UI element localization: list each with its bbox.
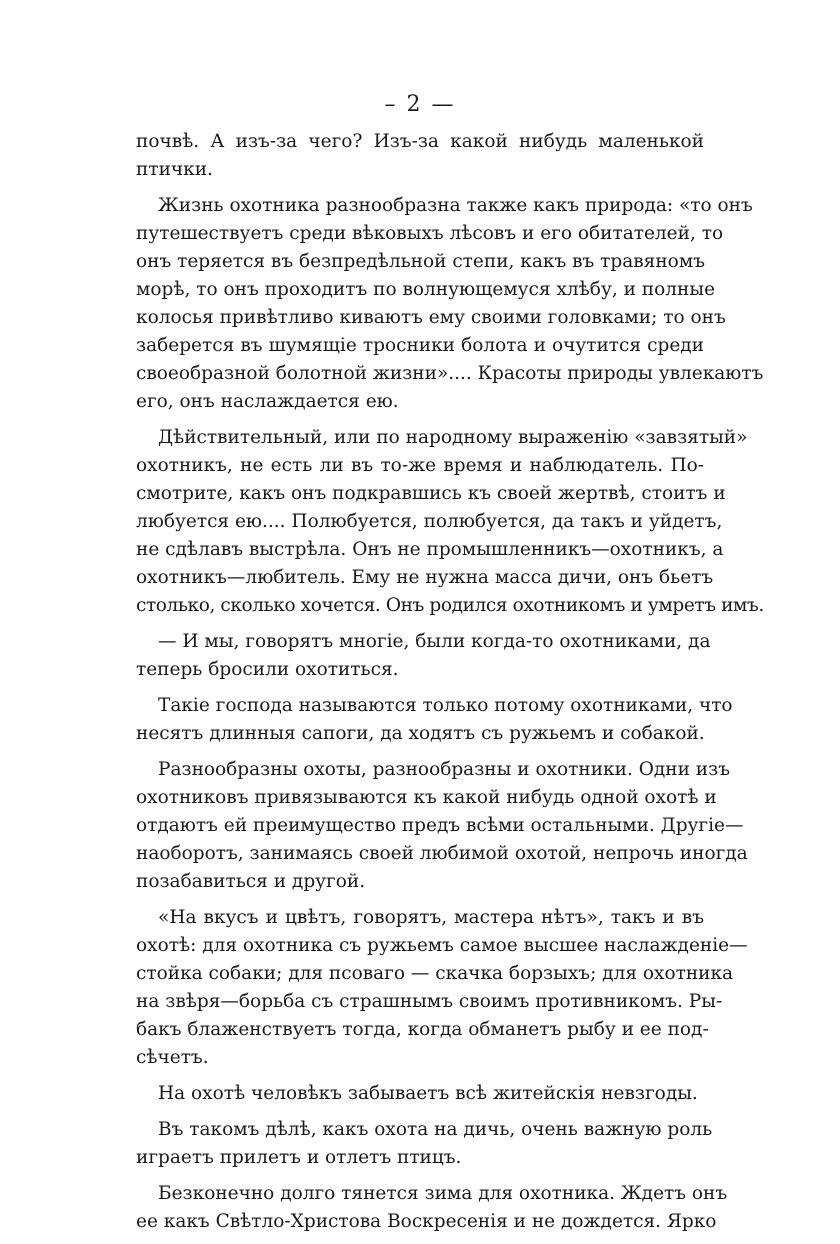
- body-text: [136, 128, 764, 1244]
- text-line: столько, сколько хочется. Онъ родился охотникомъ и умретъ имъ.: [136, 595, 764, 616]
- text-line: бакъ блаженствуетъ тогда, когда обманетъ рыбу и ее под-: [136, 1019, 709, 1040]
- text-line: сѣчетъ.: [136, 1047, 209, 1068]
- page-number: – 2 —: [384, 92, 456, 117]
- text-line: Такіе господа называются только потому охотниками, что: [158, 695, 733, 716]
- paragraph: [136, 128, 704, 184]
- text-line: На охотѣ человѣкъ забываетъ всѣ житейскія невзгоды.: [158, 1083, 698, 1104]
- paragraph: [136, 424, 764, 620]
- text-line: наоборотъ, занимаясь своей любимой охотой, непрочь иногда: [136, 843, 748, 864]
- text-line: любуется ею.... Полюбуется, полюбуется, да такъ и уйдетъ,: [136, 511, 723, 532]
- text-line: охотникъ—любитель. Ему не нужна масса дичи, онъ бьетъ: [136, 567, 714, 588]
- paragraph: [136, 1116, 713, 1172]
- text-line: морѣ, то онъ проходитъ по волнующемуся хлѣбу, и полные: [136, 279, 716, 300]
- text-line: смотрите, какъ онъ подкравшись къ своей жертвѣ, стоитъ и: [136, 483, 726, 504]
- text-line: играетъ прилетъ и отлетъ птицъ.: [136, 1147, 462, 1168]
- text-line: птички.: [136, 159, 213, 180]
- text-line: путешествуетъ среди вѣковыхъ лѣсовъ и его обитателей, то: [136, 223, 724, 244]
- text-line: охотниковъ привязываются къ какой нибудь одной охотѣ и: [136, 787, 717, 808]
- text-line: своеобразной болотной жизни».... Красоты природы увлекаютъ: [136, 363, 764, 384]
- paragraph: [136, 904, 748, 1072]
- text-line: Дѣйствительный, или по народному выраженію «завзятый»: [158, 427, 748, 448]
- paragraph: [136, 192, 764, 416]
- text-line: стойка собаки; для псоваго — скачка борзыхъ; для охотника: [136, 963, 734, 984]
- text-line: онъ теряется въ безпредѣльной степи, какъ въ травяномъ: [136, 251, 705, 272]
- text-line: на звѣря—борьба съ страшнымъ своимъ противникомъ. Ры-: [136, 991, 723, 1012]
- paragraph: [136, 692, 733, 748]
- text-line: Жизнь охотника разнообразна также какъ природа: «то онъ: [158, 195, 753, 216]
- paragraph: [136, 628, 711, 684]
- text-line: колосья привѣтливо киваютъ ему своими головками; то онъ: [136, 307, 726, 328]
- text-line: охотникъ, не есть ли въ то-же время и наблюдатель. По-: [136, 455, 704, 476]
- text-line: ее какъ Свѣтло-Христова Воскресенія и не дождется. Ярко: [136, 1211, 717, 1232]
- text-line: — И мы, говорятъ многіе, были когда-то охотниками, да: [158, 631, 711, 652]
- paragraph: [136, 1180, 728, 1236]
- text-line: не сдѣлавъ выстрѣла. Онъ не промышленникъ—охотникъ, а: [136, 539, 724, 560]
- text-line: охотѣ: для охотника съ ружьемъ самое высшее наслажденіе—: [136, 935, 748, 956]
- text-line: теперь бросили охотиться.: [136, 659, 399, 680]
- paragraph: [136, 756, 748, 896]
- text-line: почвѣ. А изъ-за чего? Изъ-за какой нибудь маленькой: [136, 131, 704, 152]
- text-line: его, онъ наслаждается ею.: [136, 391, 399, 412]
- text-line: отдаютъ ей преимущество предъ всѣми остальными. Другіе—: [136, 815, 744, 836]
- text-line: позабавиться и другой.: [136, 871, 366, 892]
- text-line: Безконечно долго тянется зима для охотника. Ждетъ онъ: [158, 1183, 728, 1204]
- text-line: Разнообразны охоты, разнообразны и охотники. Одни изъ: [158, 759, 731, 780]
- paragraph: [136, 1080, 704, 1108]
- text-line: Въ такомъ дѣлѣ, какъ охота на дичь, очень важную роль: [158, 1119, 713, 1140]
- text-line: несятъ длинныя сапоги, да ходятъ съ ружьемъ и собакой.: [136, 723, 705, 744]
- text-line: «На вкусъ и цвѣтъ, говорятъ, мастера нѣтъ», такъ и въ: [158, 907, 704, 928]
- text-line: заберется въ шумящіе тросники болота и очутится среди: [136, 335, 704, 356]
